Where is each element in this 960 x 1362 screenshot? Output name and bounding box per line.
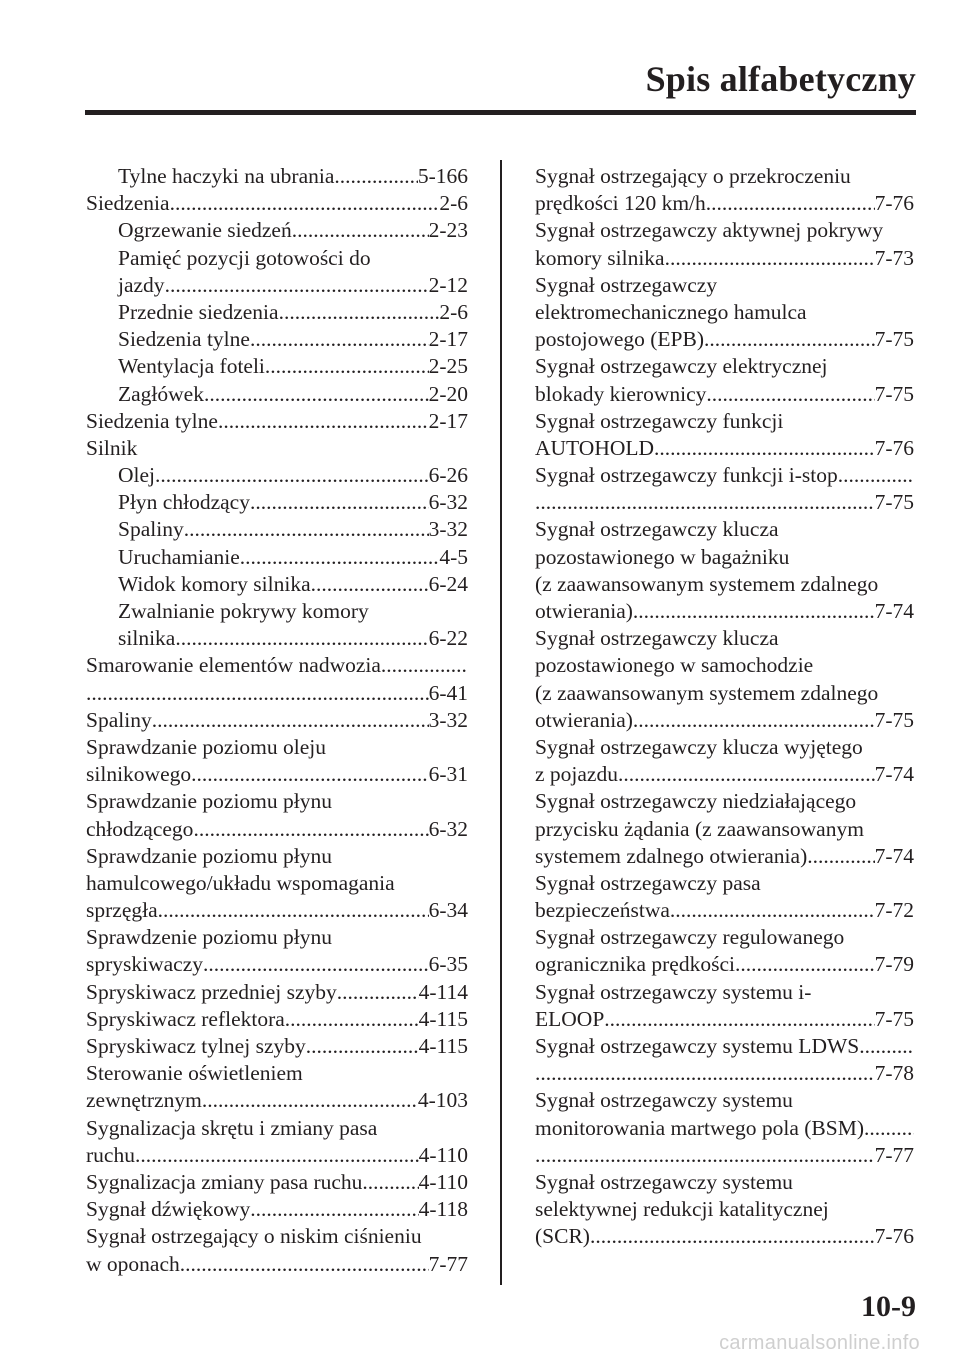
- dot-leader: [633, 707, 875, 734]
- index-entry: [535, 625, 914, 652]
- index-entry: [535, 435, 914, 462]
- page-title: Spis alfabetyczny: [645, 59, 916, 99]
- index-entry: [535, 462, 914, 489]
- index-entry: [535, 680, 914, 707]
- index-entry: [86, 843, 468, 870]
- index-entry-page: 7-75: [874, 1006, 914, 1031]
- index-entry-text: bezpieczeństwa: [535, 898, 670, 923]
- index-entry: [86, 680, 468, 707]
- index-entry-text: monitorowania martwego pola (BSM): [535, 1115, 865, 1140]
- index-entry-text: Sygnał ostrzegawczy systemu i-: [535, 979, 812, 1004]
- index-entry: [535, 1196, 914, 1223]
- dot-leader: [306, 1033, 419, 1060]
- index-entry-text: elektromechanicznego hamulca: [535, 299, 807, 324]
- index-entry-text: Sygnał ostrzegawczy systemu: [535, 1169, 793, 1194]
- index-entry-text: z pojazdu: [535, 762, 618, 787]
- index-entry-text: AUTOHOLD: [535, 435, 655, 460]
- dot-leader: [86, 680, 429, 707]
- header-divider: [85, 110, 916, 115]
- index-entry-page: 6-32: [428, 490, 468, 515]
- dot-leader: [240, 544, 440, 571]
- index-entry-text: komory silnika: [535, 245, 665, 270]
- index-entry-page: 7-75: [874, 381, 914, 406]
- index-entry: [535, 516, 914, 543]
- index-entry-text: (z zaawansowanym systemem zdalnego: [535, 680, 879, 705]
- index-entry: [86, 245, 468, 272]
- dot-leader: [184, 516, 429, 543]
- index-entry: [86, 1251, 468, 1278]
- dot-leader: [535, 1142, 875, 1169]
- dot-leader: [864, 1115, 914, 1142]
- index-entry-text: silnika: [118, 626, 176, 651]
- index-entry-text: Sterowanie oświetleniem: [86, 1061, 303, 1086]
- dot-leader: [265, 353, 429, 380]
- index-entry-text: Wentylacja foteli: [118, 354, 265, 379]
- index-entry: [86, 979, 468, 1006]
- index-entry: [86, 163, 468, 190]
- dot-leader: [807, 843, 874, 870]
- index-entry: [535, 163, 914, 190]
- index-entry-text: Sygnał ostrzegawczy funkcji i-stop: [535, 463, 838, 488]
- index-entry-text: Sygnał ostrzegawczy pasa: [535, 870, 761, 895]
- index-entry-text: Siedzenia tylne: [86, 408, 218, 433]
- index-entry: [86, 924, 468, 951]
- index-entry: [535, 381, 914, 408]
- index-entry-text: Sygnał ostrzegawczy systemu LDWS: [535, 1034, 860, 1058]
- index-entry-page: 7-76: [874, 435, 914, 460]
- index-entry-page: 6-31: [428, 762, 468, 787]
- index-entry: [535, 1169, 914, 1196]
- index-entry-text: (z zaawansowanym systemem zdalnego: [535, 571, 879, 596]
- index-entry-text: Spryskiwacz tylnej szyby: [86, 1034, 306, 1058]
- watermark: carmanualsonline.info: [719, 1332, 920, 1354]
- index-entry-page: 7-75: [874, 490, 914, 515]
- index-entry-text: systemem zdalnego otwierania): [535, 843, 808, 868]
- index-entry-text: Spryskiwacz reflektora: [86, 1006, 285, 1031]
- index-entry-page: 4-110: [418, 1169, 468, 1194]
- index-entry-text: Olej: [118, 463, 156, 488]
- index-entry-page: 4-5: [439, 544, 468, 569]
- index-entry: [535, 326, 914, 353]
- index-entry: [86, 408, 468, 435]
- index-entry: [535, 734, 914, 761]
- index-entry-page: 7-77: [428, 1251, 468, 1276]
- index-entry: [535, 761, 914, 788]
- dot-leader: [706, 381, 874, 408]
- index-entry-page: 7-76: [874, 191, 914, 216]
- index-entry: [535, 489, 914, 516]
- index-entry: [535, 1142, 914, 1169]
- index-entry: [535, 190, 914, 217]
- index-entry-text: Sygnał ostrzegawczy niedziałającego: [535, 789, 857, 814]
- index-entry-page: 6-26: [428, 463, 468, 488]
- dot-leader: [250, 326, 429, 353]
- index-entry: [86, 816, 468, 843]
- index-entry: [535, 816, 914, 843]
- index-entry-page: 4-114: [418, 979, 468, 1004]
- index-entry-page: 2-25: [428, 354, 468, 379]
- index-entry-text: Sygnał ostrzegawczy funkcji: [535, 408, 784, 433]
- index-entry-text: Sygnał ostrzegający o przekroczeniu: [535, 164, 851, 188]
- index-entry-page: 6-41: [428, 680, 468, 705]
- index-entry-text: Spryskiwacz przedniej szyby: [86, 979, 337, 1004]
- index-entry-text: postojowego (EPB): [535, 327, 705, 352]
- dot-leader: [590, 1223, 875, 1250]
- dot-leader: [279, 299, 440, 326]
- index-entry-page: 4-115: [418, 1034, 468, 1058]
- index-entry: [535, 652, 914, 679]
- index-entry: [86, 1169, 468, 1196]
- index-entry: [86, 326, 468, 353]
- index-entry-page: 2-17: [428, 327, 468, 352]
- index-entry: [535, 979, 914, 1006]
- index-entry-page: 7-72: [874, 898, 914, 923]
- index-entry-text: Sprawdzenie poziomu płynu: [86, 925, 333, 950]
- dot-leader: [250, 1196, 418, 1223]
- index-entry-text: ogranicznika prędkości: [535, 952, 735, 977]
- index-entry-text: Sygnał ostrzegawczy: [535, 272, 718, 297]
- index-entry-page: 2-6: [439, 299, 468, 324]
- index-entry-text: Przednie siedzenia: [118, 299, 279, 324]
- index-entry: [86, 544, 468, 571]
- index-entry: [86, 707, 468, 734]
- index-entry-text: w oponach: [86, 1251, 180, 1276]
- dot-leader: [735, 951, 875, 978]
- index-entry-text: Siedzenia: [86, 191, 170, 216]
- dot-leader: [670, 897, 875, 924]
- dot-leader: [250, 489, 429, 516]
- dot-leader: [334, 163, 417, 190]
- index-entry: [535, 598, 914, 625]
- dot-leader: [633, 598, 875, 625]
- index-entry: [86, 353, 468, 380]
- index-entry: [86, 1006, 468, 1033]
- index-entry-page: 7-74: [874, 762, 914, 787]
- index-entry-text: blokady kierownicy: [535, 381, 707, 406]
- index-entry-text: Sygnał ostrzegawczy aktywnej pokrywy: [535, 218, 884, 243]
- index-entry-text: Sprawdzanie poziomu płynu: [86, 789, 333, 814]
- index-column-right: [535, 163, 914, 1251]
- dot-leader: [704, 326, 875, 353]
- index-entry-text: Sygnał ostrzegawczy regulowanego: [535, 925, 845, 950]
- index-entry-text: Spaliny: [86, 707, 152, 732]
- index-entry-page: 7-74: [874, 843, 914, 868]
- index-entry-text: otwierania): [535, 599, 633, 623]
- index-entry-page: 7-75: [874, 327, 914, 352]
- index-entry: [535, 1115, 914, 1142]
- index-entry-page: 2-12: [428, 272, 468, 297]
- index-entry: [86, 190, 468, 217]
- dot-leader: [175, 625, 428, 652]
- index-entry-text: (SCR): [535, 1224, 590, 1249]
- index-entry: [535, 1033, 914, 1060]
- index-entry: [86, 625, 468, 652]
- index-entry-text: Sprawdzanie poziomu płynu: [86, 843, 333, 868]
- index-entry: [86, 761, 468, 788]
- index-entry: [86, 462, 468, 489]
- index-entry-text: Sygnał ostrzegawczy klucza wyjętego: [535, 734, 863, 759]
- index-entry-text: Płyn chłodzący: [118, 490, 250, 515]
- dot-leader: [180, 1251, 429, 1278]
- index-entry: [86, 1115, 468, 1142]
- index-entry-page: 4-110: [418, 1142, 468, 1167]
- dot-leader: [292, 217, 429, 244]
- index-entry: [86, 788, 468, 815]
- dot-leader: [618, 761, 875, 788]
- index-entry-text: Zagłówek: [118, 381, 204, 406]
- index-entry-text: spryskiwaczy: [86, 952, 204, 977]
- index-entry-text: Sygnał ostrzegawczy klucza: [535, 626, 779, 651]
- index-column-left: [86, 163, 468, 1278]
- index-entry-text: silnikowego: [86, 762, 192, 787]
- index-entry: [86, 1033, 468, 1060]
- dot-leader: [170, 190, 440, 217]
- index-entry-text: Sygnalizacja skrętu i zmiany pasa: [86, 1115, 378, 1140]
- index-entry-text: zewnętrznym: [86, 1088, 202, 1113]
- index-entry-text: chłodzącego: [86, 816, 194, 841]
- index-entry-page: 2-23: [428, 218, 468, 243]
- index-entry-text: Pamięć pozycji gotowości do: [118, 245, 371, 270]
- index-entry-text: Smarowanie elementów nadwozia: [86, 653, 381, 678]
- index-entry: [86, 1060, 468, 1087]
- index-entry: [535, 870, 914, 897]
- dot-leader: [654, 435, 875, 462]
- index-entry-text: Sygnał ostrzegający o niskim ciśnieniu: [86, 1224, 422, 1249]
- index-entry: [535, 897, 914, 924]
- index-entry-page: 5-166: [417, 164, 468, 188]
- index-entry: [535, 245, 914, 272]
- index-entry: [86, 598, 468, 625]
- dot-leader: [135, 1142, 419, 1169]
- dot-leader: [203, 951, 429, 978]
- index-entry-text: hamulcowego/układu wspomagania: [86, 870, 395, 895]
- index-entry: [86, 299, 468, 326]
- index-entry-text: Sprawdzanie poziomu oleju: [86, 734, 327, 759]
- index-entry-page: 6-35: [428, 952, 468, 977]
- index-entry: [86, 652, 468, 679]
- index-entry-text: Sygnał ostrzegawczy elektrycznej: [535, 354, 828, 379]
- dot-leader: [191, 761, 428, 788]
- dot-leader: [381, 652, 468, 679]
- index-entry-text: selektywnej redukcji katalitycznej: [535, 1197, 829, 1222]
- index-entry-page: 7-79: [874, 952, 914, 977]
- dot-leader: [218, 408, 429, 435]
- index-entry-text: jazdy: [118, 272, 165, 297]
- index-entry: [535, 544, 914, 571]
- index-entry-page: 6-22: [428, 626, 468, 651]
- index-entry-page: 7-78: [874, 1061, 914, 1086]
- index-entry-text: Widok komory silnika: [118, 571, 311, 596]
- index-entry-text: Siedzenia tylne: [118, 327, 250, 352]
- index-entry: [535, 1060, 914, 1087]
- index-entry: [535, 924, 914, 951]
- dot-leader: [165, 272, 429, 299]
- dot-leader: [285, 1006, 419, 1033]
- dot-leader: [535, 1060, 875, 1087]
- index-entry: [86, 1196, 468, 1223]
- index-entry: [535, 788, 914, 815]
- index-entry: [535, 1223, 914, 1250]
- index-entry-page: 4-118: [418, 1197, 468, 1222]
- index-entry-page: 3-32: [428, 517, 468, 542]
- index-entry: [86, 435, 468, 462]
- index-entry-text: Sygnalizacja zmiany pasa ruchu: [86, 1169, 363, 1194]
- index-entry-page: 4-115: [418, 1006, 468, 1031]
- dot-leader: [859, 1033, 914, 1060]
- index-entry-page: 7-77: [874, 1142, 914, 1167]
- index-entry-text: Sygnał ostrzegawczy systemu: [535, 1088, 793, 1113]
- index-entry: [86, 1223, 468, 1250]
- index-entry: [535, 272, 914, 299]
- index-entry: [86, 870, 468, 897]
- index-entry: [535, 217, 914, 244]
- index-entry: [86, 217, 468, 244]
- index-entry-text: Uruchamianie: [118, 544, 240, 569]
- index-entry-page: 7-75: [874, 707, 914, 732]
- index-entry: [86, 516, 468, 543]
- index-entry: [535, 1087, 914, 1114]
- index-entry: [86, 1142, 468, 1169]
- index-entry: [86, 571, 468, 598]
- index-entry: [535, 571, 914, 598]
- index-entry-text: przycisku żądania (z zaawansowanym: [535, 816, 864, 841]
- dot-leader: [193, 816, 428, 843]
- index-entry: [86, 734, 468, 761]
- index-entry-page: 6-32: [428, 816, 468, 841]
- index-entry-text: pozostawionego w samochodzie: [535, 653, 814, 678]
- index-entry-text: pozostawionego w bagażniku: [535, 544, 790, 569]
- index-entry-page: 6-24: [428, 571, 468, 596]
- index-entry-text: otwierania): [535, 707, 633, 732]
- column-divider: [500, 160, 502, 1285]
- dot-leader: [665, 245, 875, 272]
- dot-leader: [838, 462, 914, 489]
- index-entry-text: sprzęgła: [86, 898, 158, 923]
- index-entry-text: Sygnał dźwiękowy: [86, 1197, 251, 1222]
- page-number: 10-9: [861, 1290, 916, 1323]
- dot-leader: [706, 190, 875, 217]
- dot-leader: [155, 462, 429, 489]
- index-entry: [535, 951, 914, 978]
- index-entry: [535, 353, 914, 380]
- index-entry-text: Silnik: [86, 435, 138, 460]
- index-entry: [86, 1087, 468, 1114]
- index-entry-page: 4-103: [417, 1088, 468, 1113]
- index-entry-text: Sygnał ostrzegawczy klucza: [535, 517, 779, 542]
- index-entry: [535, 1006, 914, 1033]
- dot-leader: [362, 1169, 418, 1196]
- index-entry-page: 2-6: [439, 191, 468, 216]
- index-entry-page: 6-34: [428, 898, 468, 923]
- dot-leader: [204, 381, 429, 408]
- index-entry-page: 2-17: [428, 408, 468, 433]
- dot-leader: [311, 571, 429, 598]
- dot-leader: [337, 979, 419, 1006]
- dot-leader: [604, 1006, 874, 1033]
- index-entry: [535, 408, 914, 435]
- index-entry-text: ruchu: [86, 1142, 135, 1167]
- index-entry-page: 2-20: [428, 381, 468, 406]
- dot-leader: [535, 489, 875, 516]
- index-entry: [535, 843, 914, 870]
- index-entry: [86, 272, 468, 299]
- index-entry-text: prędkości 120 km/h: [535, 191, 706, 216]
- index-entry: [86, 381, 468, 408]
- index-entry-page: 7-74: [874, 599, 914, 623]
- index-entry: [535, 299, 914, 326]
- index-entry-text: Ogrzewanie siedzeń: [118, 218, 292, 243]
- index-entry: [86, 489, 468, 516]
- dot-leader: [158, 897, 429, 924]
- index-entry-page: 3-32: [428, 707, 468, 732]
- dot-leader: [152, 707, 429, 734]
- dot-leader: [202, 1087, 418, 1114]
- index-entry-text: Spaliny: [118, 517, 184, 542]
- index-entry-page: 7-73: [874, 245, 914, 270]
- index-entry-text: Tylne haczyki na ubrania: [118, 164, 335, 188]
- index-entry: [86, 951, 468, 978]
- index-entry-text: Zwalnianie pokrywy komory: [118, 599, 369, 623]
- index-entry: [535, 707, 914, 734]
- index-entry-page: 7-76: [874, 1224, 914, 1249]
- index-entry: [86, 897, 468, 924]
- index-entry-text: ELOOP: [535, 1006, 605, 1031]
